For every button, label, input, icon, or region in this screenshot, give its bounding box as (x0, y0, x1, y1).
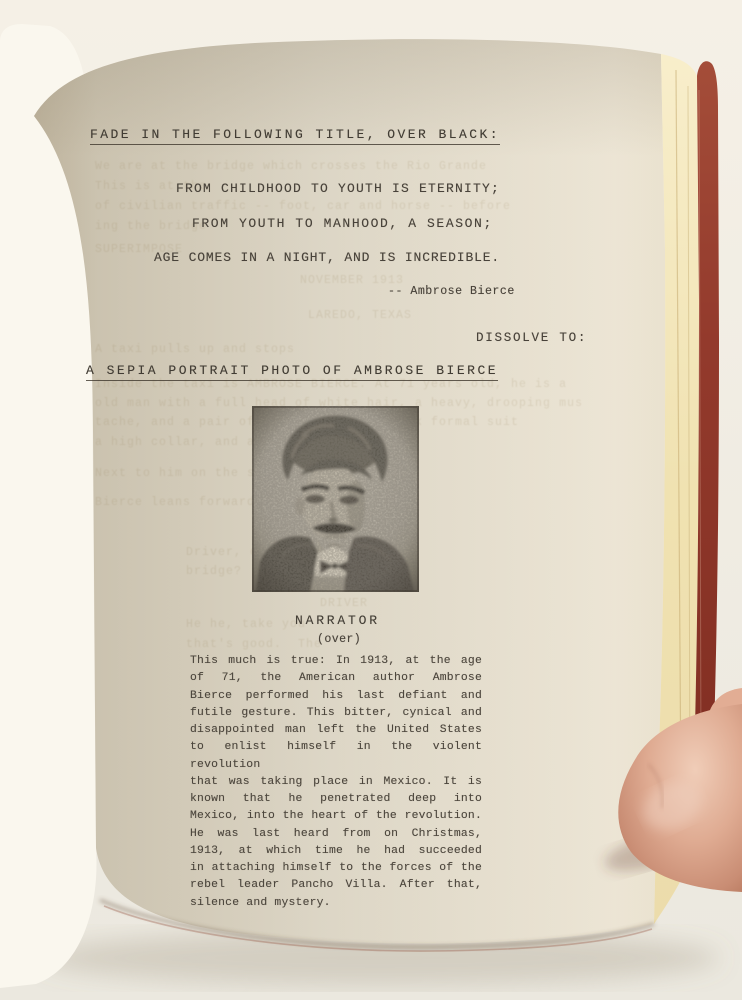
narration-line: disappointed man left the United States (190, 724, 482, 736)
narration-line: This much is true: In 1913, at the age (190, 655, 482, 667)
narration-block (190, 653, 482, 912)
narration-line: futile gesture. This bitter, cynical and (190, 706, 482, 719)
narration-line: known that he penetrated deep into (190, 793, 482, 805)
narration-line: He was last heard from on Christmas, (190, 827, 482, 840)
narration-line: that was taking place in Mexico. It is (190, 775, 482, 788)
narrator-cue: NARRATOR (295, 613, 380, 628)
narration-line: 1913, at which time he had succeeded (190, 844, 482, 857)
title-card-line: FROM YOUTH TO MANHOOD, A SEASON; (192, 216, 493, 231)
title-card-line: FROM CHILDHOOD TO YOUTH IS ETERNITY; (176, 181, 501, 196)
narration-line: Bierce performed his last defiant and (190, 689, 482, 702)
narration-line: Mexico, into the heart of the revolution. (190, 810, 482, 823)
narration-line: rebel leader Pancho Villa. After that, (190, 879, 482, 892)
narration-line: to enlist himself in the violent revolution (190, 741, 482, 771)
title-card-line: AGE COMES IN A NIGHT, AND IS INCREDIBLE. (154, 250, 501, 265)
shot-heading: A SEPIA PORTRAIT PHOTO OF AMBROSE BIERCE (86, 363, 498, 381)
narration-line: in attaching himself to the forces of the (190, 862, 482, 874)
slugline: FADE IN THE FOLLOWING TITLE, OVER BLACK: (90, 127, 500, 145)
quote-attribution: -- Ambrose Bierce (388, 285, 515, 298)
transition-cue: DISSOLVE TO: (476, 331, 588, 345)
narration-line: silence and mystery. (190, 896, 331, 909)
narration-line: of 71, the American author Ambrose (190, 672, 482, 685)
narrator-parenthetical: (over) (317, 633, 362, 646)
